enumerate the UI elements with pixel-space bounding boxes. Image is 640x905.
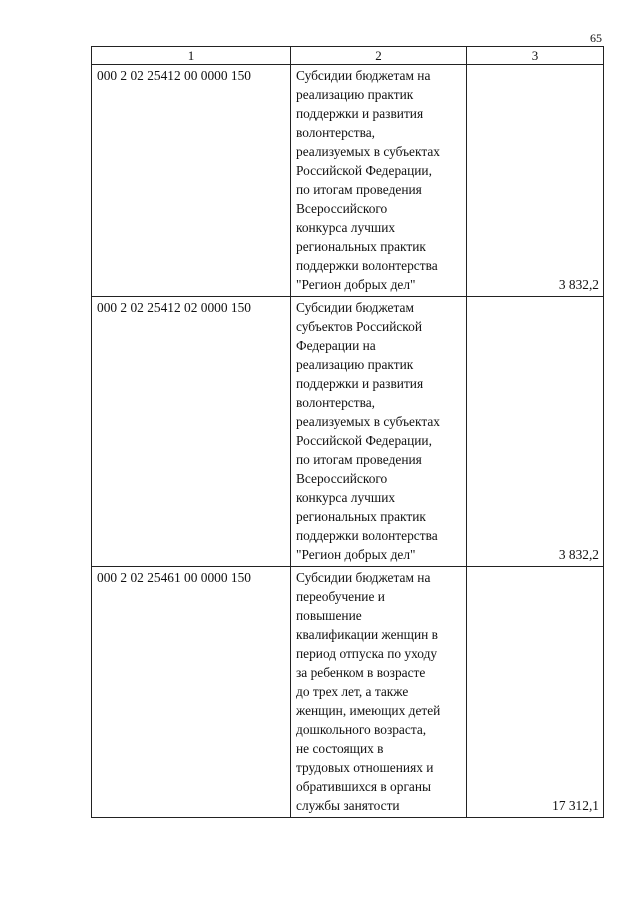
description-line: Федерации на	[296, 338, 376, 353]
budget-code-cell: 000 2 02 25461 00 0000 150	[92, 567, 291, 818]
description-line: субъектов Российской	[296, 319, 422, 334]
description-line: региональных практик	[296, 509, 426, 524]
description-line: Всероссийского	[296, 201, 388, 216]
description-line: период отпуска по уходу	[296, 646, 438, 661]
description-line: трудовых отношениях и	[296, 760, 434, 775]
description-line: обратившихся в органы	[296, 779, 432, 794]
description-line: до трех лет, а также	[296, 684, 409, 699]
description-line: конкурса лучших	[296, 490, 396, 505]
description-line: поддержки волонтерства	[296, 528, 438, 543]
description-line: по итогам проведения	[296, 182, 422, 197]
description-line: конкурса лучших	[296, 220, 396, 235]
description-line: Субсидии бюджетам	[296, 300, 414, 315]
description-line: поддержки и развития	[296, 106, 424, 121]
column-header-name: 2	[291, 47, 467, 65]
description-line: региональных практик	[296, 239, 426, 254]
table-row	[92, 567, 604, 818]
description-line: женщин, имеющих детей	[296, 703, 441, 718]
amount-cell: 3 832,2	[467, 65, 604, 297]
description-line: поддержки и развития	[296, 376, 424, 391]
description-line: волонтерства,	[296, 125, 376, 140]
table-row	[92, 65, 604, 297]
table-body	[92, 65, 604, 818]
amount-cell: 3 832,2	[467, 297, 604, 567]
table-header-row	[92, 47, 604, 65]
budget-table	[91, 46, 604, 818]
description-line: Российской Федерации,	[296, 163, 432, 178]
amount-cell: 17 312,1	[467, 567, 604, 818]
description-line: переобучение и	[296, 589, 385, 604]
description-line: службы занятости	[296, 798, 400, 813]
table-row	[92, 297, 604, 567]
revenue-description-cell	[291, 567, 467, 818]
description-line: по итогам проведения	[296, 452, 422, 467]
column-header-code: 1	[92, 47, 291, 65]
description-line: Российской Федерации,	[296, 433, 432, 448]
budget-code-cell: 000 2 02 25412 02 0000 150	[92, 297, 291, 567]
description-line: волонтерства,	[296, 395, 376, 410]
description-line: Всероссийского	[296, 471, 388, 486]
column-header-amount: 3	[467, 47, 604, 65]
description-line: "Регион добрых дел"	[296, 547, 416, 562]
budget-code-cell: 000 2 02 25412 00 0000 150	[92, 65, 291, 297]
page-number: 65	[590, 31, 602, 45]
description-line: квалификации женщин в	[296, 627, 438, 642]
revenue-description-cell	[291, 297, 467, 567]
description-line: за ребенком в возрасте	[296, 665, 426, 680]
description-line: Субсидии бюджетам на	[296, 570, 431, 585]
description-line: реализуемых в субъектах	[296, 414, 440, 429]
description-line: повышение	[296, 608, 362, 623]
description-line: Субсидии бюджетам на	[296, 68, 431, 83]
description-line: поддержки волонтерства	[296, 258, 438, 273]
description-line: не состоящих в	[296, 741, 384, 756]
description-line: "Регион добрых дел"	[296, 277, 416, 292]
description-line: реализацию практик	[296, 357, 414, 372]
description-line: реализацию практик	[296, 87, 414, 102]
revenue-description-cell	[291, 65, 467, 297]
description-line: дошкольного возраста,	[296, 722, 427, 737]
description-line: реализуемых в субъектах	[296, 144, 440, 159]
